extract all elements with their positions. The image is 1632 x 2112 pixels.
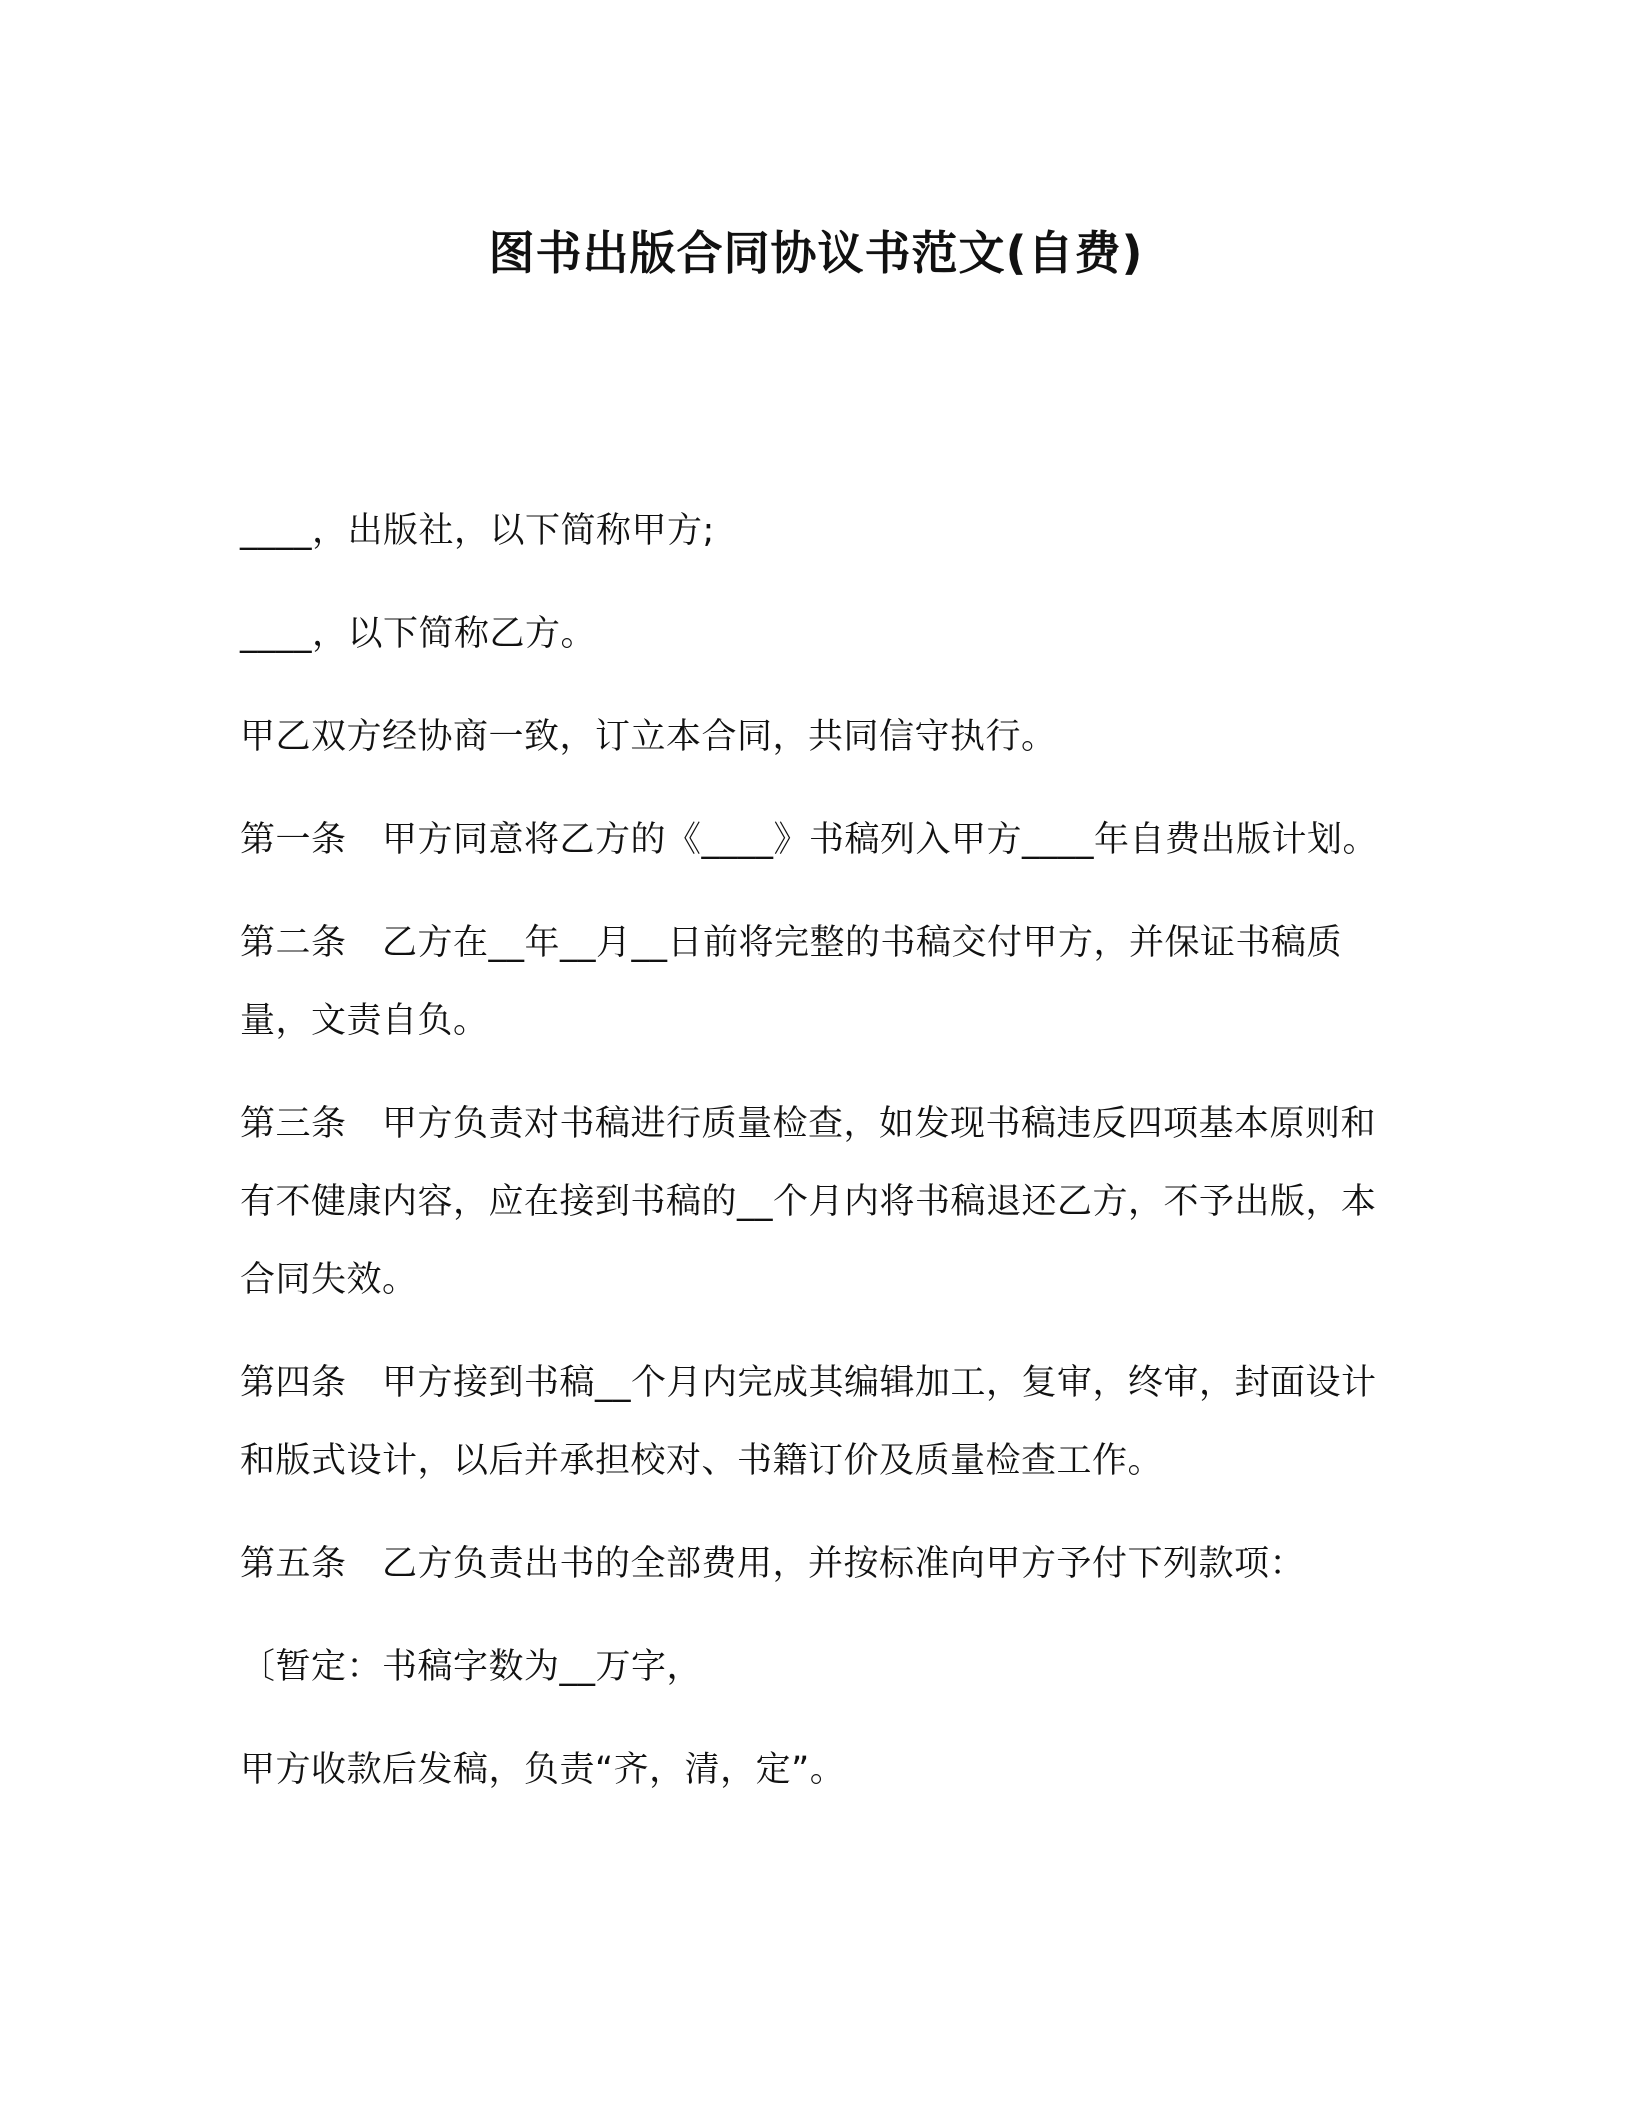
article-2: 第二条 乙方在__年__月__日前将完整的书稿交付甲方，并保证书稿质量，文责自负。 — [240, 923, 1343, 1041]
document-body — [240, 492, 1390, 1834]
party-a-line: ____，出版社，以下简称甲方; — [240, 511, 715, 551]
document-title: 图书出版合同协议书范文(自费) — [488, 226, 1144, 280]
party-b-line: ____，以下简称乙方。 — [240, 614, 597, 654]
agreement-intro: 甲乙双方经协商一致，订立本合同，共同信守执行。 — [240, 717, 1057, 757]
payment-terms: 甲方收款后发稿，负责“齐，清，定”。 — [240, 1750, 846, 1790]
article-5: 第五条 乙方负责出书的全部费用，并按标准向甲方予付下列款项： — [240, 1544, 1306, 1584]
article-1: 第一条 甲方同意将乙方的《____》书稿列入甲方____年自费出版计划。 — [240, 820, 1379, 860]
tentative-word-count: 〔暂定：书稿字数为__万字， — [240, 1647, 703, 1687]
article-4: 第四条 甲方接到书稿__个月内完成其编辑加工，复审，终审，封面设计和版式设计，以后并承担校对、书籍订价及质量检查工作。 — [240, 1363, 1377, 1481]
article-3: 第三条 甲方负责对书稿进行质量检查，如发现书稿违反四项基本原则和有不健康内容，应在接到书稿的__个月内将书稿退还乙方，不予出版，本合同失效。 — [240, 1104, 1377, 1300]
